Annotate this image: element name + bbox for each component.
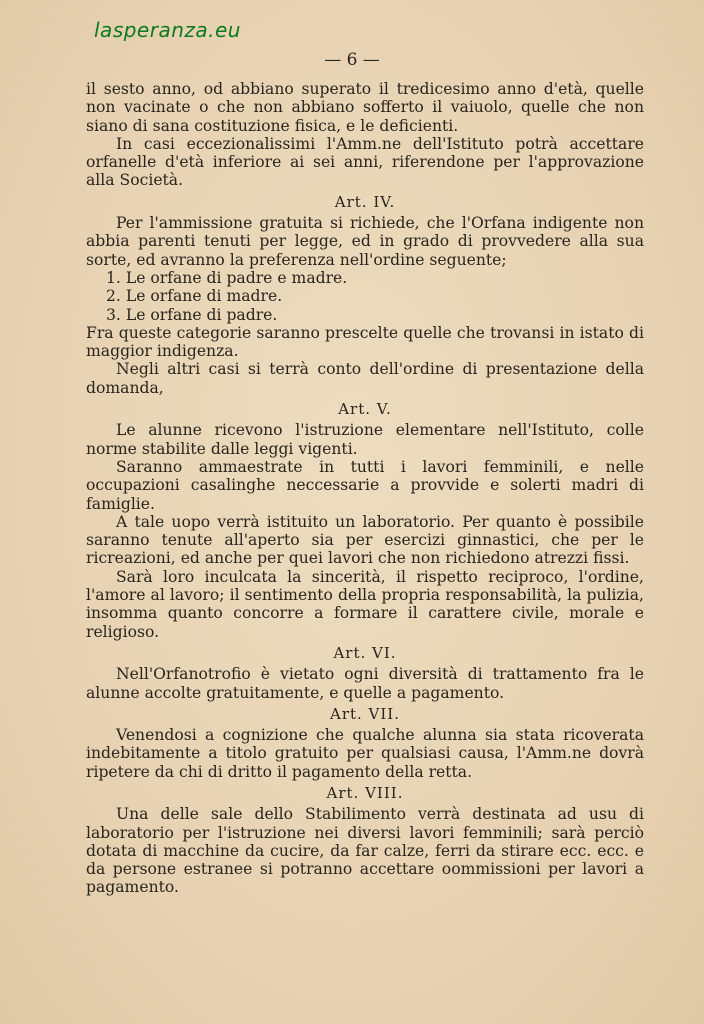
- paragraph: Saranno ammaestrate in tutti i lavori femminili, e nelle occupazioni casalinghe neccessarie a provvide e solerti madri di famiglie.: [86, 457, 644, 513]
- article-heading: Art. VI.: [333, 643, 397, 662]
- article-heading: Art. VII.: [329, 704, 401, 723]
- list-item: 2. Le orfane di madre.: [106, 287, 283, 306]
- article-heading: Art. VIII.: [326, 783, 404, 802]
- paragraph: In casi eccezionalissimi l'Amm.ne dell'Istituto potrà accettare orfanelle d'età inferiore ai sei anni, riferendone per l'approvazione alla Società.: [86, 134, 644, 190]
- watermark: lasperanza.eu: [94, 18, 241, 42]
- paragraph: Per l'ammissione gratuita si richiede, che l'Orfana indigente non abbia parenti tenuti per legge, ed in grado di provvedere alla sua sorte, ed avranno la preferenza nell'ordine seguente;: [86, 214, 644, 269]
- paragraph: Venendosi a cognizione che qualche alunna sia stata ricoverata indebitamente a titolo gratuito per qualsiasi causa, l'Amm.ne dovrà ripetere da chi di dritto il pagamento della retta.: [86, 726, 644, 781]
- document-body: [86, 80, 644, 897]
- paragraph: Le alunne ricevono l'istruzione elementare nell'Istituto, colle norme stabilite dalle leggi vigenti.: [86, 421, 644, 458]
- page-number: — 6 —: [324, 50, 380, 70]
- list-item: 1. Le orfane di padre e madre.: [106, 268, 348, 287]
- paragraph: Negli altri casi si terrà conto dell'ordine di presentazione della domanda,: [86, 360, 644, 397]
- paragraph: il sesto anno, od abbiano superato il tredicesimo anno d'età, quelle non vacinate o che non abbiano sofferto il vaiuolo, quelle che non siano di sana costituzione fisica, e le deficienti.: [86, 80, 644, 135]
- paragraph: Una delle sale dello Stabilimento verrà destinata ad usu di laboratorio per l'istruzione nei diversi lavori femminili; sarà perciò dotata di macchine da cucire, da far calze, ferri da stirare ecc. ecc. e da persone estranee si potranno accettare oommissioni per lavori a pagamento.: [86, 805, 644, 897]
- paragraph: Fra queste categorie saranno prescelte quelle che trovansi in istato di maggior indigenza.: [86, 323, 644, 361]
- paragraph: Sarà loro inculcata la sincerità, il rispetto reciproco, l'ordine, l'amore al lavoro; il sentimento della propria responsabilità, la pulizia, insomma quanto concorre a formare il carattere civile, morale e religioso.: [86, 567, 644, 641]
- paragraph: A tale uopo verrà istituito un laboratorio. Per quanto è possibile saranno tenute all'aperto sia per esercizi ginnastici, che per le ricreazioni, ed anche per quei lavori che non richiedono atrezzi fissi.: [86, 512, 644, 568]
- article-heading: Art. V.: [338, 400, 392, 419]
- paragraph: Nell'Orfanotrofio è vietato ogni diversità di trattamento fra le alunne accolte gratuitamente, e quelle a pagamento.: [86, 665, 644, 702]
- list-item: 3. Le orfane di padre.: [106, 305, 278, 324]
- article-heading: Art. IV.: [334, 192, 396, 211]
